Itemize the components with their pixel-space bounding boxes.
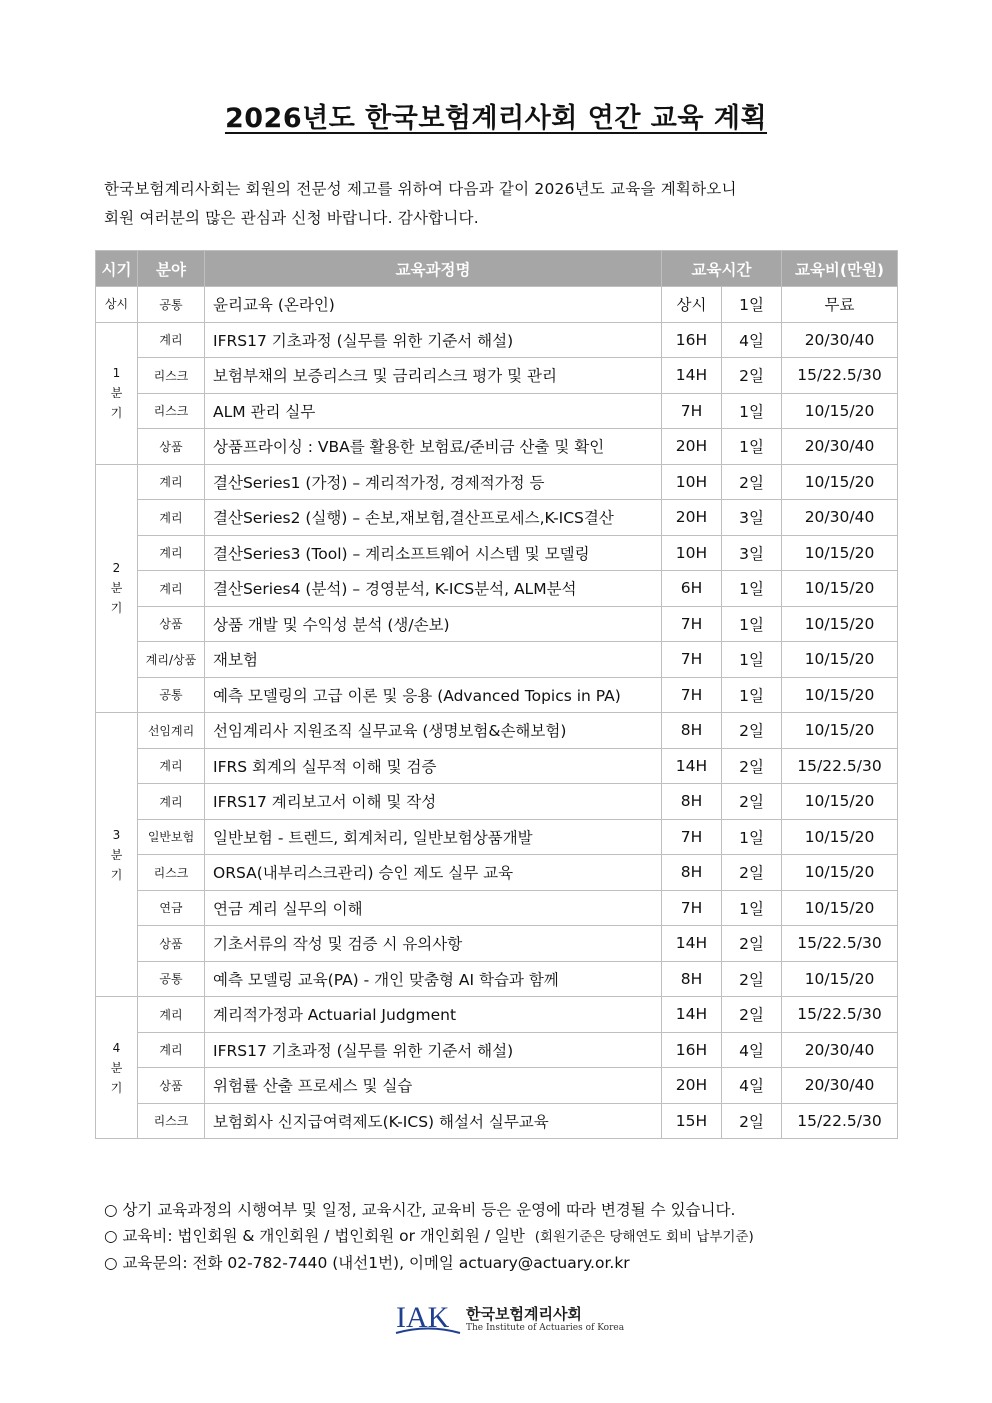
intro-line-2: 회원 여러분의 많은 관심과 신청 바랍니다. 감사합니다.: [104, 209, 479, 227]
hours-cell: 6H: [662, 571, 722, 607]
days-cell: 2일: [722, 713, 782, 749]
field-cell: 계리: [138, 1032, 205, 1068]
field-cell: 계리: [138, 748, 205, 784]
field-cell: 연금: [138, 890, 205, 926]
days-cell: 1일: [722, 642, 782, 678]
days-cell: 1일: [722, 287, 782, 323]
period-cell: [96, 713, 138, 997]
field-cell: 리스크: [138, 1103, 205, 1139]
table-body: [96, 287, 898, 1139]
days-cell: 2일: [722, 464, 782, 500]
field-cell: 계리: [138, 571, 205, 607]
period-label: 상시: [104, 297, 129, 312]
period-label: 2: [112, 561, 121, 576]
footer-logo: [394, 1300, 634, 1340]
table-row: [96, 784, 898, 820]
note-schedule-change: ○ 상기 교육과정의 시행여부 및 일정, 교육시간, 교육비 등은 운영에 따라 변경될 수 있습니다.: [104, 1201, 736, 1219]
hours-cell: 10H: [662, 464, 722, 500]
fee-cell: 15/22.5/30: [782, 358, 898, 394]
days-cell: 2일: [722, 997, 782, 1033]
table-row: [96, 287, 898, 323]
table-row: [96, 961, 898, 997]
table-row: [96, 890, 898, 926]
fee-cell: 10/15/20: [782, 713, 898, 749]
course-cell: 상품 개발 및 수익성 분석 (생/손보): [205, 606, 662, 642]
days-cell: 2일: [722, 855, 782, 891]
period-cell: [96, 464, 138, 713]
table-row: [96, 1103, 898, 1139]
hours-cell: 8H: [662, 961, 722, 997]
fee-cell: 15/22.5/30: [782, 748, 898, 784]
days-cell: 1일: [722, 606, 782, 642]
days-cell: 1일: [722, 677, 782, 713]
hours-cell: 14H: [662, 358, 722, 394]
field-cell: 상품: [138, 926, 205, 962]
course-cell: 결산Series3 (Tool) – 계리소프트웨어 시스템 및 모델링: [205, 535, 662, 571]
course-cell: 보험회사 신지급여력제도(K-ICS) 해설서 실무교육: [205, 1103, 662, 1139]
hours-cell: 7H: [662, 642, 722, 678]
fee-cell: 10/15/20: [782, 890, 898, 926]
course-cell: 재보험: [205, 642, 662, 678]
fee-cell: 10/15/20: [782, 535, 898, 571]
note-fee-basis: [104, 1224, 754, 1246]
field-cell: 계리: [138, 784, 205, 820]
course-cell: 예측 모델링 교육(PA) - 개인 맞춤형 AI 학습과 함께: [205, 961, 662, 997]
table-row: [96, 997, 898, 1033]
hours-cell: 20H: [662, 429, 722, 465]
header-period: 시기: [96, 251, 138, 287]
fee-cell: 10/15/20: [782, 677, 898, 713]
field-cell: 계리: [138, 535, 205, 571]
days-cell: 2일: [722, 1103, 782, 1139]
course-cell: 연금 계리 실무의 이해: [205, 890, 662, 926]
period-cell: [96, 287, 138, 323]
period-cell: [96, 322, 138, 464]
course-cell: ORSA(내부리스크관리) 승인 제도 실무 교육: [205, 855, 662, 891]
table-row: [96, 571, 898, 607]
note-contact: ○ 교육문의: 전화 02-782-7440 (내선1번), 이메일 actuary@actuary.or.kr: [104, 1254, 630, 1272]
fee-cell: 20/30/40: [782, 1068, 898, 1104]
table-header-row: [96, 251, 898, 287]
fee-cell: 20/30/40: [782, 1032, 898, 1068]
table-row: [96, 606, 898, 642]
field-cell: 상품: [138, 429, 205, 465]
course-cell: IFRS17 기초과정 (실무를 위한 기준서 해설): [205, 1032, 662, 1068]
fee-cell: 10/15/20: [782, 571, 898, 607]
table-row: [96, 393, 898, 429]
days-cell: 1일: [722, 819, 782, 855]
period-label: 3: [112, 827, 121, 842]
days-cell: 1일: [722, 429, 782, 465]
fee-cell: 10/15/20: [782, 642, 898, 678]
hours-cell: 7H: [662, 677, 722, 713]
fee-cell: 10/15/20: [782, 819, 898, 855]
intro-line-1: 한국보험계리사회는 회원의 전문성 제고를 위하여 다음과 같이 2026년도 교육을 계획하오니: [104, 180, 737, 198]
table-row: [96, 642, 898, 678]
fee-cell: 15/22.5/30: [782, 997, 898, 1033]
course-cell: 윤리교육 (온라인): [205, 287, 662, 323]
field-cell: 일반보험: [138, 819, 205, 855]
days-cell: 2일: [722, 961, 782, 997]
field-cell: 리스크: [138, 855, 205, 891]
course-cell: IFRS17 계리보고서 이해 및 작성: [205, 784, 662, 820]
days-cell: 4일: [722, 322, 782, 358]
course-cell: 결산Series2 (실행) – 손보,재보험,결산프로세스,K-ICS결산: [205, 500, 662, 536]
hours-cell: 15H: [662, 1103, 722, 1139]
course-cell: IFRS 회계의 실무적 이해 및 검증: [205, 748, 662, 784]
table-row: [96, 677, 898, 713]
education-plan-table: [95, 250, 898, 1139]
fee-cell: 10/15/20: [782, 961, 898, 997]
logo-text: IAK: [396, 1301, 450, 1334]
field-cell: 리스크: [138, 358, 205, 394]
fee-cell: 무료: [782, 287, 898, 323]
header-time: 교육시간: [662, 251, 782, 287]
field-cell: 계리: [138, 500, 205, 536]
table-row: [96, 500, 898, 536]
table-row: [96, 713, 898, 749]
fee-cell: 10/15/20: [782, 784, 898, 820]
fee-cell: 20/30/40: [782, 500, 898, 536]
course-cell: 계리적가정과 Actuarial Judgment: [205, 997, 662, 1033]
period-label: 분: [110, 847, 123, 862]
period-label: 분: [110, 386, 123, 400]
days-cell: 2일: [722, 358, 782, 394]
org-name: 한국보험계리사회: [466, 1305, 582, 1323]
days-cell: 1일: [722, 571, 782, 607]
table-row: [96, 1068, 898, 1104]
fee-cell: 10/15/20: [782, 855, 898, 891]
fee-cell: 15/22.5/30: [782, 1103, 898, 1139]
table-row: [96, 464, 898, 500]
table-row: [96, 358, 898, 394]
field-cell: 공통: [138, 961, 205, 997]
hours-cell: 16H: [662, 322, 722, 358]
hours-cell: 14H: [662, 748, 722, 784]
field-cell: 계리: [138, 464, 205, 500]
course-cell: 예측 모델링의 고급 이론 및 응용 (Advanced Topics in PA): [205, 677, 662, 713]
hours-cell: 8H: [662, 713, 722, 749]
hours-cell: 8H: [662, 784, 722, 820]
table-row: [96, 819, 898, 855]
course-cell: 기초서류의 작성 및 검증 시 유의사항: [205, 926, 662, 962]
days-cell: 2일: [722, 748, 782, 784]
hours-cell: 14H: [662, 926, 722, 962]
course-cell: 보험부채의 보증리스크 및 금리리스크 평가 및 관리: [205, 358, 662, 394]
field-cell: 공통: [138, 677, 205, 713]
hours-cell: 7H: [662, 606, 722, 642]
hours-cell: 8H: [662, 855, 722, 891]
period-label: 기: [110, 867, 123, 882]
days-cell: 2일: [722, 926, 782, 962]
header-field: 분야: [138, 251, 205, 287]
course-cell: 선임계리사 지원조직 실무교육 (생명보험&손해보험): [205, 713, 662, 749]
hours-cell: 7H: [662, 890, 722, 926]
page-title: 2026년도 한국보험계리사회 연간 교육 계획: [224, 103, 768, 134]
fee-cell: 10/15/20: [782, 606, 898, 642]
fee-cell: 15/22.5/30: [782, 926, 898, 962]
field-cell: 공통: [138, 287, 205, 323]
period-label: 기: [110, 601, 123, 616]
period-label: 분: [110, 1060, 123, 1075]
hours-cell: 7H: [662, 393, 722, 429]
table-row: [96, 429, 898, 465]
field-cell: 계리: [138, 322, 205, 358]
hours-cell: 10H: [662, 535, 722, 571]
field-cell: 상품: [138, 606, 205, 642]
days-cell: 3일: [722, 500, 782, 536]
header-course: 교육과정명: [205, 251, 662, 287]
table-row: [96, 926, 898, 962]
iak-logo-icon: [394, 1300, 462, 1336]
field-cell: 계리: [138, 997, 205, 1033]
course-cell: 상품프라이싱 : VBA를 활용한 보험료/준비금 산출 및 확인: [205, 429, 662, 465]
hours-cell: 20H: [662, 1068, 722, 1104]
fee-cell: 10/15/20: [782, 464, 898, 500]
period-cell: [96, 997, 138, 1139]
org-name-en: The Institute of Actuaries of Korea: [466, 1323, 625, 1333]
course-cell: ALM 관리 실무: [205, 393, 662, 429]
days-cell: 2일: [722, 784, 782, 820]
hours-cell: 상시: [662, 287, 722, 323]
table-row: [96, 748, 898, 784]
period-label: 1: [112, 366, 121, 380]
course-cell: IFRS17 기초과정 (실무를 위한 기준서 해설): [205, 322, 662, 358]
field-cell: 계리/상품: [138, 642, 205, 678]
fee-cell: 10/15/20: [782, 393, 898, 429]
field-cell: 리스크: [138, 393, 205, 429]
table-row: [96, 322, 898, 358]
note-fee-main: ○ 교육비: 법인회원 & 개인회원 / 법인회원 or 개인회원 / 일반: [104, 1227, 525, 1245]
days-cell: 3일: [722, 535, 782, 571]
field-cell: 상품: [138, 1068, 205, 1104]
hours-cell: 7H: [662, 819, 722, 855]
days-cell: 4일: [722, 1068, 782, 1104]
note-fee-sub: (회원기준은 당해연도 회비 납부기준): [534, 1229, 754, 1245]
fee-cell: 20/30/40: [782, 322, 898, 358]
table-row: [96, 855, 898, 891]
hours-cell: 20H: [662, 500, 722, 536]
period-label: 기: [110, 1080, 123, 1095]
course-cell: 결산Series4 (분석) – 경영분석, K-ICS분석, ALM분석: [205, 571, 662, 607]
period-label: 기: [110, 406, 123, 420]
days-cell: 1일: [722, 890, 782, 926]
header-fee: 교육비(만원): [782, 251, 898, 287]
field-cell: 선임계리: [138, 713, 205, 749]
days-cell: 4일: [722, 1032, 782, 1068]
hours-cell: 14H: [662, 997, 722, 1033]
table-row: [96, 535, 898, 571]
fee-cell: 20/30/40: [782, 429, 898, 465]
course-cell: 결산Series1 (가정) – 계리적가정, 경제적가정 등: [205, 464, 662, 500]
table-row: [96, 1032, 898, 1068]
course-cell: 위험률 산출 프로세스 및 실습: [205, 1068, 662, 1104]
hours-cell: 16H: [662, 1032, 722, 1068]
period-label: 4: [112, 1040, 121, 1055]
course-cell: 일반보험 - 트렌드, 회계처리, 일반보험상품개발: [205, 819, 662, 855]
days-cell: 1일: [722, 393, 782, 429]
period-label: 분: [110, 581, 123, 596]
